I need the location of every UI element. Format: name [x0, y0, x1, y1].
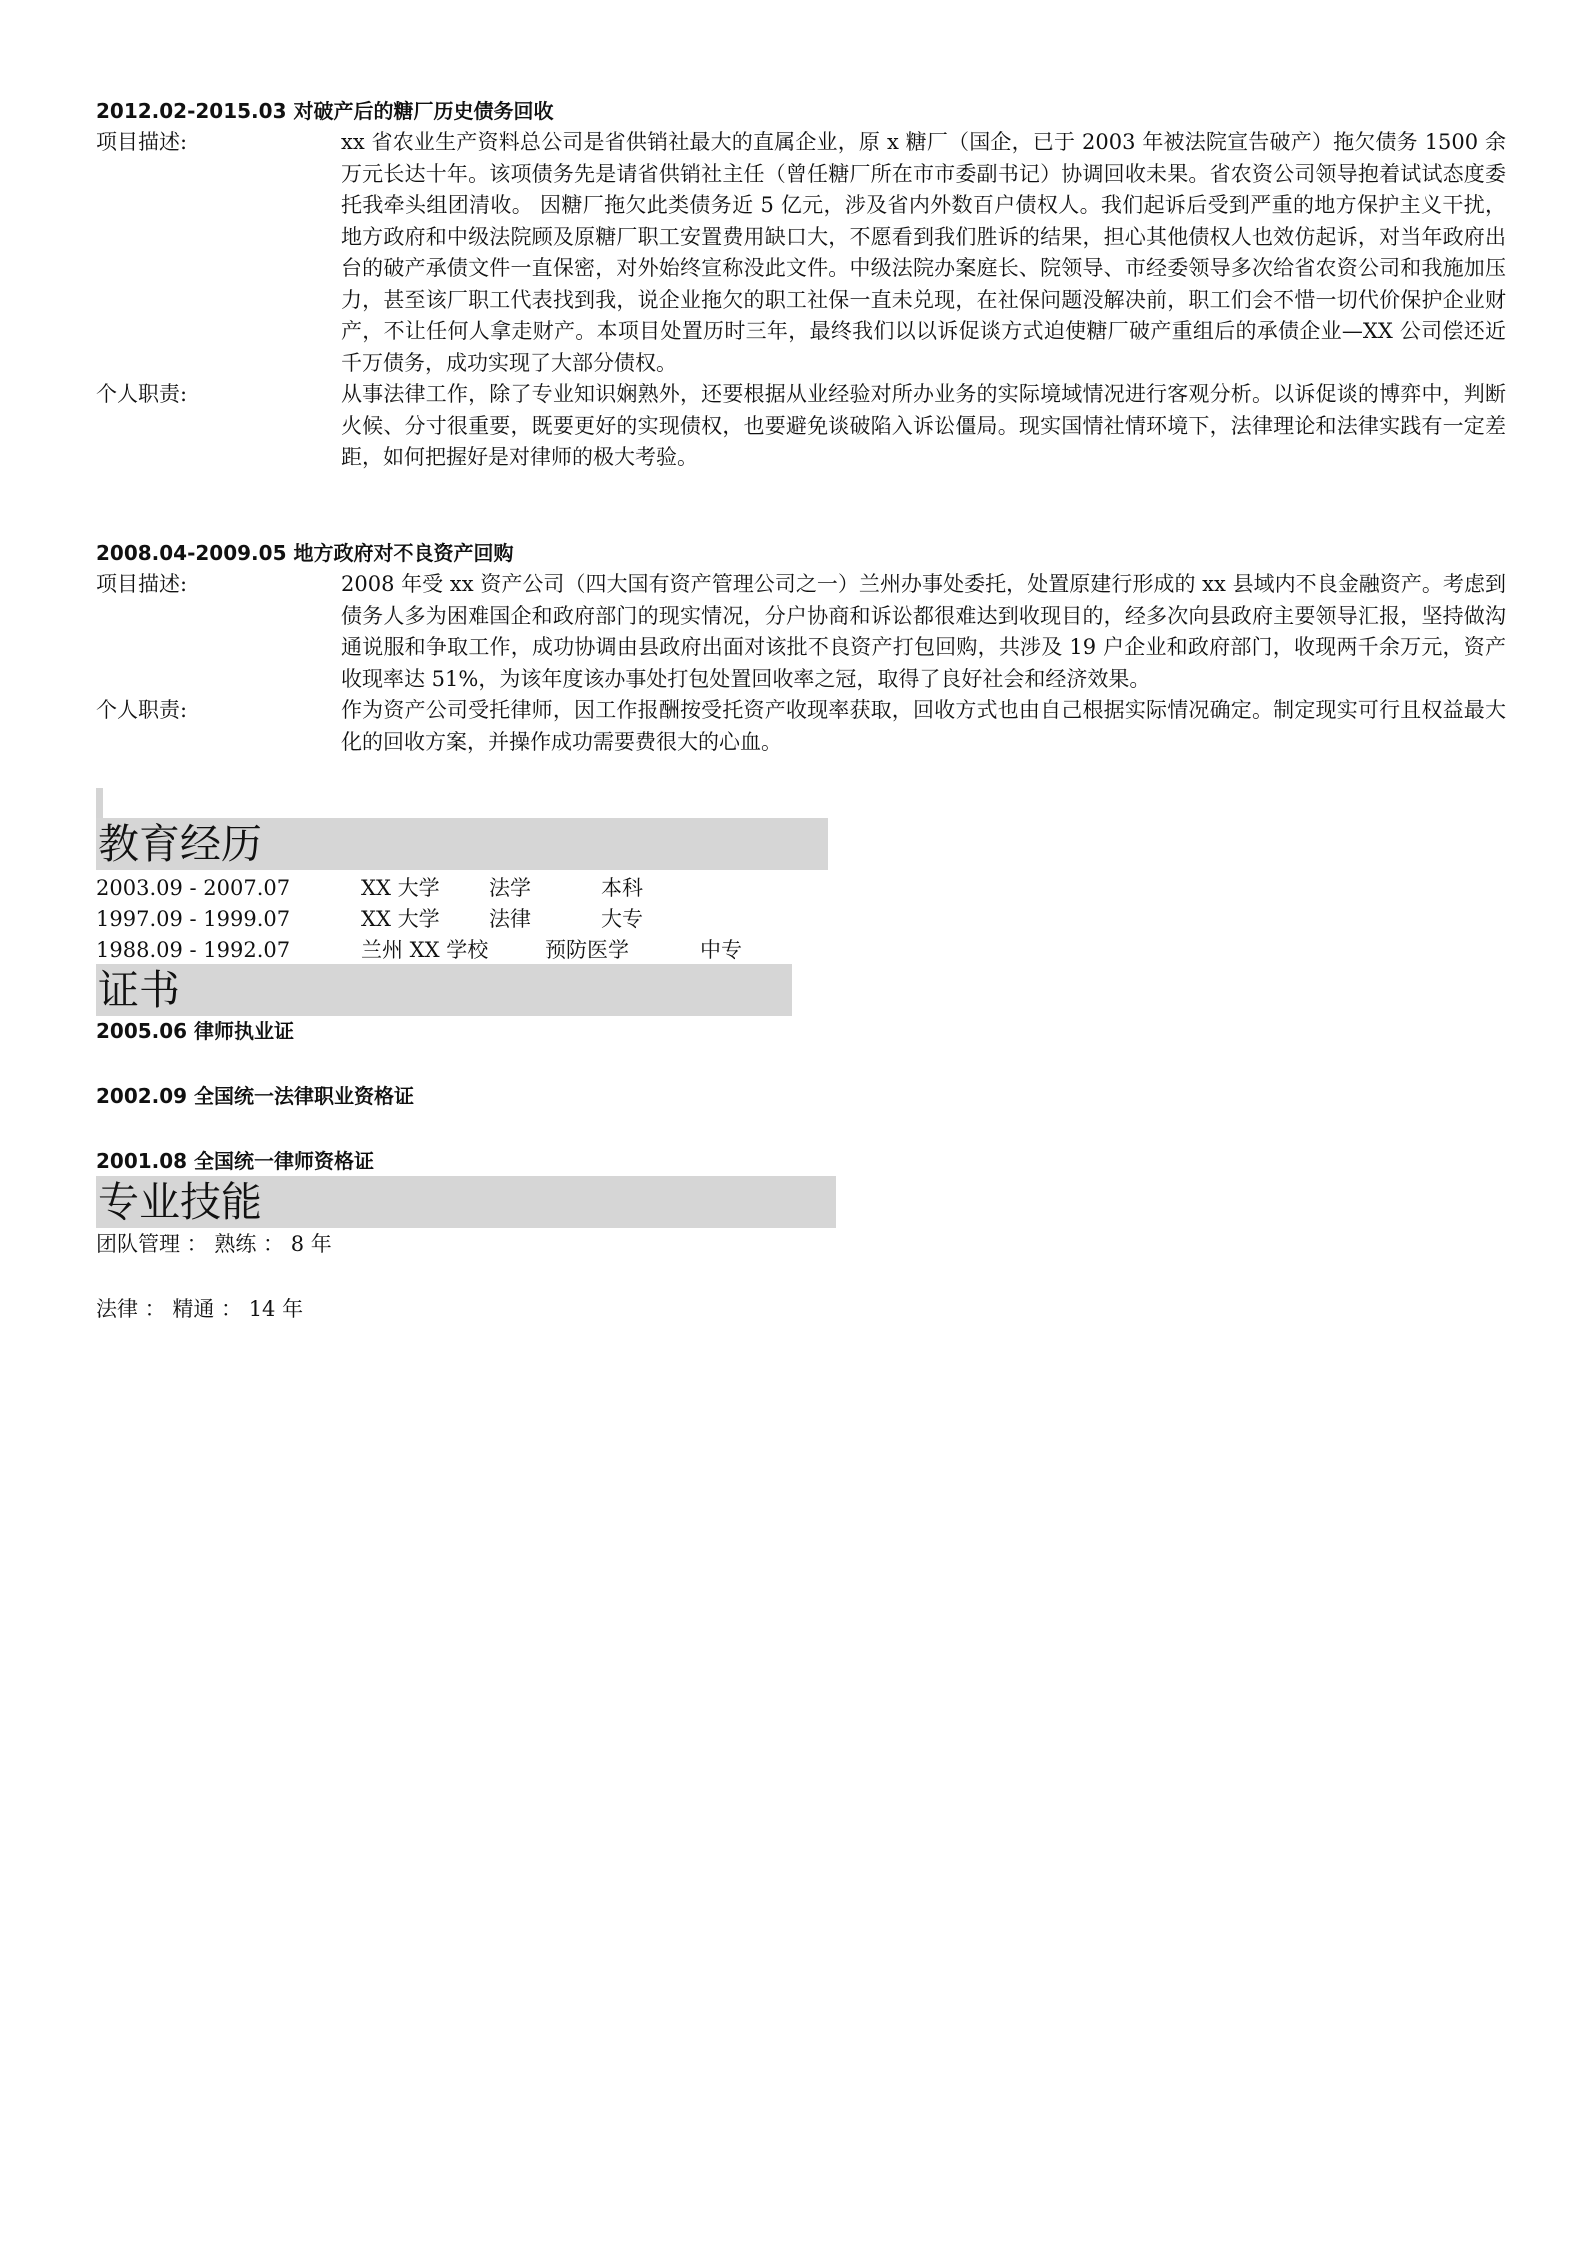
project-description-row: [96, 127, 1506, 379]
personal-duty-row: [96, 695, 1506, 758]
education-row: [96, 935, 796, 965]
project-title: 2008.04-2009.05 地方政府对不良资产回购: [96, 541, 514, 565]
certificates-heading-text: 证书: [98, 966, 180, 1014]
education-degree: 大专: [601, 907, 643, 931]
skills-heading-text: 专业技能: [98, 1178, 262, 1226]
education-degree: 本科: [601, 876, 643, 900]
personal-duty-label: 个人职责:: [96, 382, 188, 406]
education-school: XX 大学: [361, 876, 440, 900]
project-description-label: 项目描述:: [96, 572, 188, 596]
education-school: XX 大学: [361, 907, 440, 931]
certificate-item: 2001.08 全国统一律师资格证: [96, 1149, 375, 1173]
education-row: [96, 904, 796, 934]
project-item: [96, 95, 1506, 474]
project-title: 2012.02-2015.03 对破产后的糖厂历史债务回收: [96, 99, 554, 123]
certificate-item: 2005.06 律师执业证: [96, 1019, 295, 1043]
project-description-row: [96, 569, 1506, 695]
skill-item: 团队管理 ： 熟练 ： 8 年: [96, 1232, 332, 1256]
education-major: 法律: [489, 907, 531, 931]
project-description-text: xx 省农业生产资料总公司是省供销社最大的直属企业，原 x 糖厂（国企，已于 2003 年被法院宣告破产）拖欠债务 1500 余万元长达十年。该项债务先是请省供销社主任（曾任糖厂所在市市委副书记）协调回收未果。省农资公司领导抱着试试态度委托我牵头组团清收。 因糖厂拖欠此类债务近 5 亿元，涉及省内外数百户债权人。我们起诉后受到严重的地方保护主义干扰，地方政府和中级法院顾及原糖厂职工安置费用缺口大，不愿看到我们胜诉的结果，担心其他债权人也效仿起诉，对当年政府出台的破产承债文件一直保密，对外始终宣称没此文件。中级法院办案庭长、院领导、市经委领导多次给省农资公司和我施加压力，甚至该厂职工代表找到我，说企业拖欠的职工社保一直未兑现，在社保问题没解决前，职工们会不惜一切代价保护企业财产，不让任何人拿走财产。本项目处置历时三年，最终我们以以诉促谈方式迫使糖厂破产重组后的承债企业—XX 公司偿还近千万债务，成功实现了大部分债权。: [341, 130, 1506, 375]
education-heading: [96, 818, 828, 870]
personal-duty-label: 个人职责:: [96, 698, 188, 722]
education-period: 2003.09 - 2007.07: [96, 876, 291, 900]
education-degree: 中专: [700, 938, 742, 962]
certificates-heading: [96, 964, 792, 1016]
education-school: 兰州 XX 学校: [361, 938, 489, 962]
education-period: 1997.09 - 1999.07: [96, 907, 291, 931]
education-major: 预防医学: [545, 938, 629, 962]
education-period: 1988.09 - 1992.07: [96, 938, 291, 962]
project-description-text: 2008 年受 xx 资产公司（四大国有资产管理公司之一）兰州办事处委托，处置原建行形成的 xx 县域内不良金融资产。考虑到债务人多为困难国企和政府部门的现实情况，分户协商和诉讼都很难达到收现目的，经多次向县政府主要领导汇报，坚持做沟通说服和争取工作，成功协调由县政府出面对该批不良资产打包回购，共涉及 19 户企业和政府部门，收现两千余万元，资产收现率达 51%，为该年度该办事处打包处置回收率之冠，取得了良好社会和经济效果。: [341, 572, 1506, 691]
education-heading-text: 教育经历: [98, 820, 262, 868]
education-major: 法学: [489, 876, 531, 900]
skills-heading: [96, 1176, 836, 1228]
section-marker: [96, 788, 103, 819]
personal-duty-row: [96, 379, 1506, 474]
personal-duty-text: 作为资产公司受托律师，因工作报酬按受托资产收现率获取，回收方式也由自己根据实际情况确定。制定现实可行且权益最大化的回收方案，并操作成功需要费很大的心血。: [341, 698, 1506, 754]
education-row: [96, 873, 796, 903]
certificate-item: 2002.09 全国统一法律职业资格证: [96, 1084, 415, 1108]
personal-duty-text: 从事法律工作，除了专业知识娴熟外，还要根据从业经验对所办业务的实际境域情况进行客观分析。以诉促谈的博弈中，判断火候、分寸很重要，既要更好的实现债权，也要避免谈破陷入诉讼僵局。现实国情社情环境下，法律理论和法律实践有一定差距，如何把握好是对律师的极大考验。: [341, 382, 1506, 469]
skill-item: 法律 ： 精通 ： 14 年: [96, 1297, 304, 1321]
project-description-label: 项目描述:: [96, 130, 188, 154]
project-item: [96, 537, 1506, 758]
